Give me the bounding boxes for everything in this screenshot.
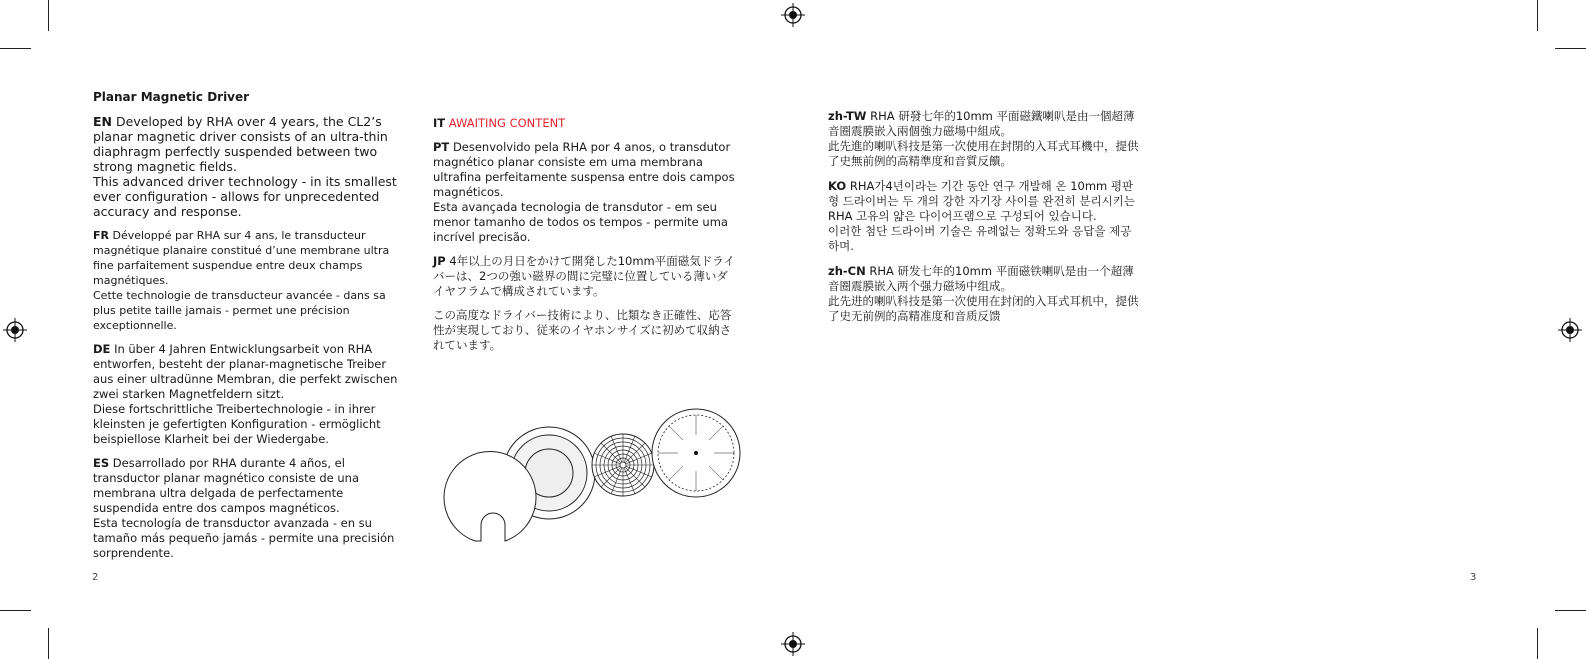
paragraph-jp-2 bbox=[433, 308, 738, 353]
lang-code-ko: KO bbox=[828, 179, 847, 193]
lang-code-de: DE bbox=[93, 342, 111, 356]
crop-mark-top-right-horizontal bbox=[1555, 48, 1586, 49]
page-number-right: 3 bbox=[1470, 572, 1477, 583]
text-jp: 4年以上の月日をかけて開発した10mm平面磁気ドライバーは、2つの強い磁界の間に完璧に位置している薄いダイヤフラムで構成されています。 bbox=[433, 254, 735, 298]
text-zh-tw: RHA 研發七年的10mm 平面磁鐵喇叭是由一個超薄音圈震膜嵌入兩個強力磁場中組成。 此先進的喇叭科技是第一次使用在封閉的入耳式耳機中，提供了史無前例的高精準度和音質反饋。 bbox=[828, 109, 1139, 168]
text-en: Developed by RHA over 4 years, the CL2’s planar magnetic driver consists of an ultra-thin diaphragm perfectly suspended between two strong magnetic fields. This advanced driver technology - in its smallest ever configuration - allows for unprecedented accuracy and response. bbox=[93, 114, 397, 219]
paragraph-pt bbox=[433, 140, 738, 245]
registration-mark-icon bbox=[1558, 318, 1582, 342]
paragraph-fr bbox=[93, 228, 398, 333]
text-it: AWAITING CONTENT bbox=[448, 116, 566, 130]
crop-mark-bottom-left-vertical bbox=[48, 628, 49, 659]
paragraph-zh-tw bbox=[828, 109, 1140, 169]
paragraph-en bbox=[93, 114, 398, 219]
driver-diagram-illustration bbox=[428, 405, 743, 545]
lang-code-es: ES bbox=[93, 456, 110, 470]
right-column bbox=[828, 109, 1140, 333]
crop-mark-top-left-vertical bbox=[48, 0, 49, 31]
crop-mark-bottom-right-vertical bbox=[1537, 628, 1538, 659]
crop-mark-bottom-right-horizontal bbox=[1555, 610, 1586, 611]
lang-code-zh-cn: zh-CN bbox=[828, 264, 866, 278]
mesh-disc bbox=[592, 434, 654, 496]
paragraph-de bbox=[93, 342, 398, 447]
registration-mark-icon bbox=[781, 3, 805, 27]
crop-mark-bottom-left-horizontal bbox=[0, 610, 31, 611]
crop-mark-top-left-horizontal bbox=[0, 48, 31, 49]
paragraph-es bbox=[93, 456, 398, 561]
text-ko: RHA가4년이라는 기간 동안 연구 개발해 온 10mm 평판형 드라이버는 두 개의 강한 자기장 사이를 완전히 분리시키는 RHA 고유의 얇은 다이어프램으로 구성되어 있습니다. 이러한 첨단 드라이버 기술은 유례없는 정확도와 응답을 제공하며. bbox=[828, 179, 1135, 253]
paragraph-it bbox=[433, 116, 738, 131]
page-number-left: 2 bbox=[92, 572, 99, 583]
text-zh-cn: RHA 研发七年的10mm 平面磁铁喇叭是由一个超薄音圈震膜嵌入两个强力磁场中组成。 此先进的喇叭科技是第一次使用在封闭的入耳式耳机中，提供了史无前例的高精准度和音质反馈 bbox=[828, 264, 1139, 323]
lang-code-pt: PT bbox=[433, 140, 450, 154]
diaphragm-disc bbox=[652, 409, 740, 497]
paragraph-zh-cn bbox=[828, 264, 1140, 324]
text-pt: Desenvolvido pela RHA por 4 anos, o transdutor magnético planar consiste em uma membrana ultrafina perfeitamente suspensa entre dois campos magnéticos. Esta avançada tecnologia de transdutor - em seu menor tamanho de todos os tempos - permite uma incrível precisão. bbox=[433, 140, 735, 244]
left-column bbox=[93, 90, 398, 570]
lang-code-en: EN bbox=[93, 114, 113, 129]
crop-mark-top-right-vertical bbox=[1537, 0, 1538, 31]
section-heading: Planar Magnetic Driver bbox=[93, 90, 250, 104]
text-es: Desarrollado por RHA durante 4 años, el transductor planar magnético consiste de una membrana ultra delgada de perfectamente suspendida entre dos campos magnéticos. Esta tecnología de transductor avanzada - en su tamaño más pequeño jamás - permite una precisión sorprendente. bbox=[93, 456, 395, 560]
text-jp-2: この高度なドライバー技術により、比類なき正確性、応答性が実現しており、従来のイヤホンサイズに初めて収納されています。 bbox=[433, 308, 732, 352]
lang-code-jp: JP bbox=[433, 254, 446, 268]
text-fr: Développé par RHA sur 4 ans, le transducteur magnétique planaire constitué d’une membrane ultra fine parfaitement suspendue entre deux champs magnétiques. Cette technologie de transducteur avancée - dans sa plus petite taille jamais - permet une précision exceptionnelle. bbox=[93, 229, 390, 332]
lang-code-zh-tw: zh-TW bbox=[828, 109, 867, 123]
middle-column bbox=[433, 116, 738, 362]
registration-mark-icon bbox=[781, 632, 805, 656]
paragraph-jp bbox=[433, 254, 738, 299]
lang-code-it: IT bbox=[433, 116, 446, 130]
paragraph-ko bbox=[828, 179, 1140, 254]
lang-code-fr: FR bbox=[93, 229, 109, 242]
text-de: In über 4 Jahren Entwicklungsarbeit von RHA entworfen, besteht der planar-magnetische Treiber aus einer ultradünne Membran, die perfekt zwischen zwei starken Magnetfeldern sitzt. Diese fortschrittliche Treibertechnologie - in ihrer kleinsten je gefertigten Konfiguration - ermöglicht beispiellose Klarheit bei der Wiedergabe. bbox=[93, 342, 398, 446]
registration-mark-icon bbox=[3, 318, 27, 342]
